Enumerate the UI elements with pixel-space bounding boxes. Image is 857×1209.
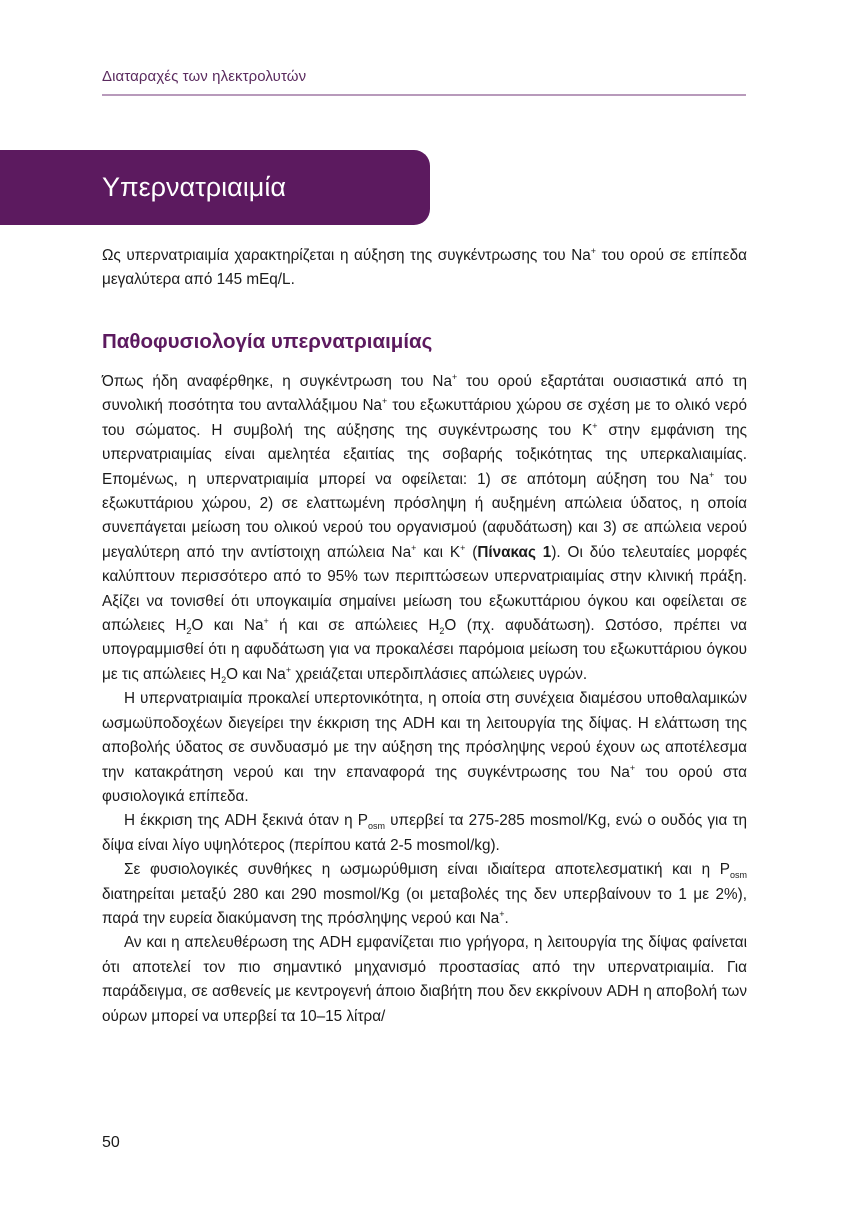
section-body bbox=[102, 370, 747, 1029]
page-number: 50 bbox=[102, 1134, 120, 1151]
paragraph-4: Σε φυσιολογικές συνθήκες η ωσμωρύθμιση είναι ιδιαίτερα αποτελεσματική και η $P_{osm}$ διατηρείται μεταξύ 280 και 290 mosmol/Kg (οι μεταβολές της δεν υπερβαίνουν το 1 με 2%), παρά την ευρεία διακύμανση της πρόσληψης νερού και Na+. bbox=[102, 861, 747, 927]
paragraph-5: Αν και η απελευθέρωση της ADH εμφανίζεται πιο γρήγορα, η λειτουργία της δίψας φαίνεται ότι αποτελεί τον πιο σημαντικό μηχανισμό προστασίας από την υπερνατριαιμία. Για παράδειγμα, σε ασθενείς με κεντρογενή άποιο διαβήτη που δεν εκκρίνουν ADH η αποβολή των ούρων μπορεί να υπερβεί τα 10–15 λίτρα/ bbox=[102, 934, 747, 1025]
section-heading: Παθοφυσιολογία υπερνατριαιμίας bbox=[102, 330, 433, 353]
paragraph-3: Η έκκριση της ADH ξεκινά όταν η $P_{osm}$ υπερβεί τα 275-285 mosmol/Kg, ενώ ο ουδός για τη δίψα είναι λίγο υψηλότερος (περίπου κατά 2-5 mosmol/kg). bbox=[102, 812, 747, 854]
header-rule bbox=[102, 94, 746, 96]
paragraph-1: Όπως ήδη αναφέρθηκε, η συγκέντρωση του Na+ του ορού εξαρτάται ουσιαστικά από τη συνολική ποσότητα του ανταλλάξιμου Na+ του εξωκυττάριου χώρου σε σχέση με το ολικό νερό του σώματος. Η συμβολή της αύξησης της συγκέντρωσης του K+ στην εμφάνιση της υπερνατριαιμίας είναι αμελητέα εξαιτίας της σοβαρής τοξικότητας της υπερκαλιαιμίας. Επομένως, η υπερνατριαιμία μπορεί να οφείλεται: 1) σε απότομη αύξηση του Na+ του εξωκυττάριου χώρου, 2) σε ελαττωμένη πρόσληψη ή αυξημένη απώλεια ύδατος, η οποία συνεπάγεται μείωση του ολικού νερού του οργανισμού (αφυδάτωση) και 3) σε απώλεια νερού μεγαλύτερη από την αντίστοιχη απώλεια Na+ και K+ (Πίνακας 1). Οι δύο τελευταίες μορφές καλύπτουν περισσότερο από το 95% των περιπτώσεων υπερνατριαιμίας στην κλινική πράξη. Αξίζει να τονισθεί ότι υπογκαιμία σημαίνει μείωση του εξωκυττάριου όγκου και οφείλεται σε απώλειες $H_2O$ και Na+ ή και σε απώλειες $H_2O$ (πχ. αφυδάτωση). Ωστόσο, πρέπει να υπογραμμισθεί ότι η αφυδάτωση για να προκαλέσει παρόμοια μείωση του εξωκυττάριου όγκου με τις απώλειες $H_2O$ και Na+ χρειάζεται υπερδιπλάσιες απώλειες υγρών. bbox=[102, 371, 748, 685]
intro-paragraph: Ως υπερνατριαιμία χαρακτηρίζεται η αύξηση της συγκέντρωσης του Na+ του ορού σε επίπεδα μεγαλύτερα από 145 mEq/L. bbox=[102, 245, 747, 289]
running-head: Διαταραχές των ηλεκτρολυτών bbox=[102, 68, 307, 85]
chapter-title: Υπερνατριαιμία bbox=[102, 172, 286, 202]
table-reference: Πίνακας 1 bbox=[477, 543, 552, 561]
paragraph-2: Η υπερνατριαιμία προκαλεί υπερτονικότητα, η οποία στη συνέχεια διαμέσου υποθαλαμικών ωσμωϋποδοχέων διεγείρει την έκκριση της ADH και τη λειτουργία της δίψας. Η ελάττωση της αποβολής ύδατος σε συνδυασμό με την αύξηση της πρόσληψης νερού έχουν ως αποτέλεσμα την κατακράτηση νερού και την επαναφορά της συγκέντρωσης του Na+ του ορού στα φυσιολογικά επίπεδα. bbox=[102, 690, 747, 805]
